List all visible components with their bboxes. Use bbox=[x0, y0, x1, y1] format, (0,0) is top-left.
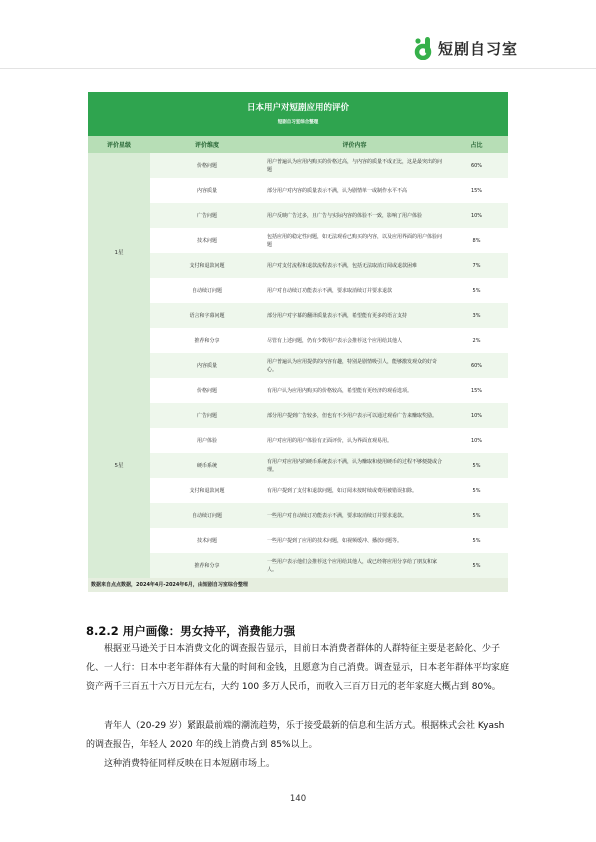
percentage-cell: 3% bbox=[445, 303, 508, 328]
table-row bbox=[88, 203, 508, 228]
dimension-cell: 广告问题 bbox=[150, 403, 264, 428]
rating-level-cell: 5星 bbox=[88, 353, 150, 578]
content-cell: 一些用户对自动续订功能表示不满，要求取消续订并要求退款。 bbox=[264, 503, 445, 528]
percentage-cell: 5% bbox=[445, 453, 508, 478]
dimension-cell: 硬币系统 bbox=[150, 453, 264, 478]
logo-mark-icon bbox=[414, 36, 434, 60]
logo-text: 短剧自习室 bbox=[438, 39, 519, 58]
percentage-cell: 15% bbox=[445, 178, 508, 203]
header-divider bbox=[0, 68, 596, 69]
content-cell: 部分用户提到广告较多，但也有不少用户表示可以通过观看广告来赚取奖励。 bbox=[264, 403, 445, 428]
percentage-cell: 5% bbox=[445, 553, 508, 578]
column-header: 评价维度 bbox=[150, 136, 264, 153]
percentage-cell: 5% bbox=[445, 503, 508, 528]
table-body bbox=[88, 153, 508, 578]
table-row bbox=[88, 153, 508, 178]
page-number: 140 bbox=[289, 794, 307, 804]
table-row bbox=[88, 503, 508, 528]
body-paragraph bbox=[86, 755, 511, 774]
content-cell: 尽管有上述问题，仍有少数用户表示会推荐这个应用给其他人 bbox=[264, 328, 445, 353]
dimension-cell: 技术问题 bbox=[150, 228, 264, 253]
column-header: 评价星级 bbox=[88, 136, 150, 153]
table-row bbox=[88, 378, 508, 403]
percentage-cell: 7% bbox=[445, 253, 508, 278]
dimension-cell: 推荐和分享 bbox=[150, 328, 264, 353]
dimension-cell: 语言和字幕问题 bbox=[150, 303, 264, 328]
body-paragraph bbox=[86, 717, 511, 755]
table-row bbox=[88, 453, 508, 478]
dimension-cell: 自动续订问题 bbox=[150, 278, 264, 303]
table-row bbox=[88, 478, 508, 503]
dimension-cell: 推荐和分享 bbox=[150, 553, 264, 578]
evaluation-grid bbox=[88, 136, 508, 578]
column-header-row bbox=[88, 136, 508, 153]
content-cell: 用户反映广告过多，且广告与实际内容的体验不一致，影响了用户体验 bbox=[264, 203, 445, 228]
dimension-cell: 价格问题 bbox=[150, 153, 264, 178]
content-cell: 有用户提到了支付和退款问题，如订阅未按时续或费用被错误扣除。 bbox=[264, 478, 445, 503]
dimension-cell: 技术问题 bbox=[150, 528, 264, 553]
percentage-cell: 5% bbox=[445, 478, 508, 503]
table-row bbox=[88, 278, 508, 303]
percentage-cell: 60% bbox=[445, 153, 508, 178]
content-cell: 部分用户对内容的质量表示不满，认为剧情单一或制作水平不高 bbox=[264, 178, 445, 203]
table-row bbox=[88, 528, 508, 553]
content-cell: 部分用户对字幕的翻译质量表示不满，希望能有更多的语言支持 bbox=[264, 303, 445, 328]
body-paragraph bbox=[86, 640, 511, 697]
table-row bbox=[88, 553, 508, 578]
content-cell: 有用户认为应用内购买的价格较高，希望能有更经济的观看选项。 bbox=[264, 378, 445, 403]
table-row bbox=[88, 303, 508, 328]
percentage-cell: 10% bbox=[445, 203, 508, 228]
table-row bbox=[88, 428, 508, 453]
percentage-cell: 10% bbox=[445, 403, 508, 428]
percentage-cell: 5% bbox=[445, 278, 508, 303]
evaluation-table bbox=[88, 92, 508, 592]
percentage-cell: 60% bbox=[445, 353, 508, 378]
table-row bbox=[88, 228, 508, 253]
dimension-cell: 价格问题 bbox=[150, 378, 264, 403]
content-cell: 有用户对应用内的硬币系统表示不满，认为赚取和使用硬币的过程不够便捷或合理。 bbox=[264, 453, 445, 478]
dimension-cell: 广告问题 bbox=[150, 203, 264, 228]
table-row bbox=[88, 403, 508, 428]
content-cell: 一些用户提到了应用的技术问题，如视频缓冲、播放问题等。 bbox=[264, 528, 445, 553]
content-cell: 用户对自动续订功能表示不满，要求取消续订并要求退款 bbox=[264, 278, 445, 303]
dimension-cell: 自动续订问题 bbox=[150, 503, 264, 528]
content-cell: 用户对支付流程和退款流程表示不满，包括无法取消订阅或退款困难 bbox=[264, 253, 445, 278]
table-title: 日本用户对短剧应用的评价 bbox=[246, 103, 349, 113]
column-header: 评价内容 bbox=[264, 136, 445, 153]
dimension-cell: 内容质量 bbox=[150, 353, 264, 378]
percentage-cell: 2% bbox=[445, 328, 508, 353]
table-row bbox=[88, 178, 508, 203]
percentage-cell: 5% bbox=[445, 528, 508, 553]
percentage-cell: 15% bbox=[445, 378, 508, 403]
table-source-note: 数据来自点点数据，2024年4月-2024年6月，由短剧自习室综合整理 bbox=[88, 578, 508, 592]
rating-level-cell: 1星 bbox=[88, 153, 150, 353]
paragraph-text: 这种消费特征同样反映在日本短剧市场上。 bbox=[104, 759, 276, 769]
percentage-cell: 10% bbox=[445, 428, 508, 453]
content-cell: 用户普遍认为应用内购买的价格过高，与内容的质量不成正比，这是最突出的问题 bbox=[264, 153, 445, 178]
paragraph-text: 根据亚马逊关于日本消费文化的调查报告显示，目前日本消费者群体的人群特征主要是老龄化、少子化、一人行：日本中老年群体有大量的时间和金钱，且愿意为自己消费。调查显示，日本老年群体平均家庭资产两千三百五十六万日元左右，大约 100 多万人民币，而收入三百万日元的老年家庭大概占到 80%。 bbox=[86, 644, 510, 692]
column-header: 占比 bbox=[445, 136, 508, 153]
brand-logo bbox=[414, 36, 518, 60]
content-cell: 一些用户表示他们会推荐这个应用给其他人，或已经将应用分享给了朋友和家人。 bbox=[264, 553, 445, 578]
dimension-cell: 支付和退款问题 bbox=[150, 478, 264, 503]
content-cell: 包括应用的稳定性问题，如无法观看已购买的内容，以及应用界面的用户体验问题 bbox=[264, 228, 445, 253]
dimension-cell: 用户体验 bbox=[150, 428, 264, 453]
dimension-cell: 内容质量 bbox=[150, 178, 264, 203]
table-row bbox=[88, 353, 508, 378]
table-subtitle: 短剧自习室综合整理 bbox=[277, 120, 319, 125]
table-row bbox=[88, 328, 508, 353]
percentage-cell: 8% bbox=[445, 228, 508, 253]
table-header-banner bbox=[88, 92, 508, 136]
table-row bbox=[88, 253, 508, 278]
content-cell: 用户普遍认为应用提供的内容有趣，特别是剧情吸引人，能够激发观众的好奇心。 bbox=[264, 353, 445, 378]
section-title: 8.2.2 用户画像：男女持平，消费能力强 bbox=[86, 624, 296, 638]
content-cell: 用户对应用的用户体验有正面评价，认为界面直观易用。 bbox=[264, 428, 445, 453]
paragraph-text: 青年人（20-29 岁）紧跟最前端的潮流趋势，乐于接受最新的信息和生活方式。根据株式会社 Kyash 的调查报告，年轻人 2020 年的线上消费占到 85%以上。 bbox=[86, 721, 505, 750]
dimension-cell: 支付和退款问题 bbox=[150, 253, 264, 278]
